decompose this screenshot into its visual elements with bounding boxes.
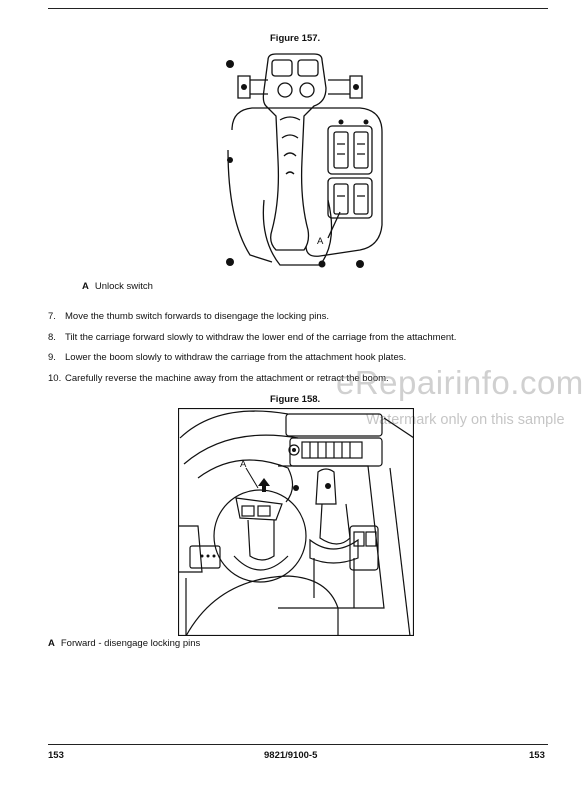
footer-page-right: 153 xyxy=(529,750,545,761)
header-rule xyxy=(48,8,548,9)
figure-157-callout-a: A xyxy=(317,236,324,247)
footer-doc-number: 9821/9100-5 xyxy=(264,750,318,761)
figure-157-caption xyxy=(82,281,153,292)
watermark-main: eRepairinfo.com xyxy=(336,364,584,401)
figure-157-caption-text: Unlock switch xyxy=(94,281,153,292)
step-item xyxy=(48,332,548,353)
step-number: 10. xyxy=(48,372,62,384)
figure-158-caption-letter: A xyxy=(48,638,55,649)
footer-rule xyxy=(48,744,548,745)
step-item xyxy=(48,311,548,332)
step-number: 8. xyxy=(48,331,56,343)
watermark-sub: Watermark only on this sample xyxy=(366,412,565,428)
step-number: 7. xyxy=(48,311,56,322)
figure-157-caption-letter: A xyxy=(82,281,89,292)
footer-page-left: 153 xyxy=(48,750,64,761)
step-text: Lower the boom slowly to withdraw the carriage from the attachment hook plates. xyxy=(65,352,407,363)
step-text: Tilt the carriage forward slowly to withdraw the lower end of the carriage from the attachment. xyxy=(65,331,457,343)
figure-158-title: Figure 158. xyxy=(270,394,321,405)
figure-158-caption-text: Forward - disengage locking pins xyxy=(60,638,201,649)
figure-158-cab-controls-illustration xyxy=(178,408,414,636)
step-text: Carefully reverse the machine away from the attachment or retract the boom. xyxy=(65,372,389,384)
step-text: Move the thumb switch forwards to disengage the locking pins. xyxy=(65,311,330,322)
figure-158-caption xyxy=(48,638,200,649)
figure-157-joystick-illustration xyxy=(210,50,390,280)
figure-157-title: Figure 157. xyxy=(270,33,321,44)
step-number: 9. xyxy=(48,352,56,363)
figure-158-callout-a: A xyxy=(240,459,247,470)
